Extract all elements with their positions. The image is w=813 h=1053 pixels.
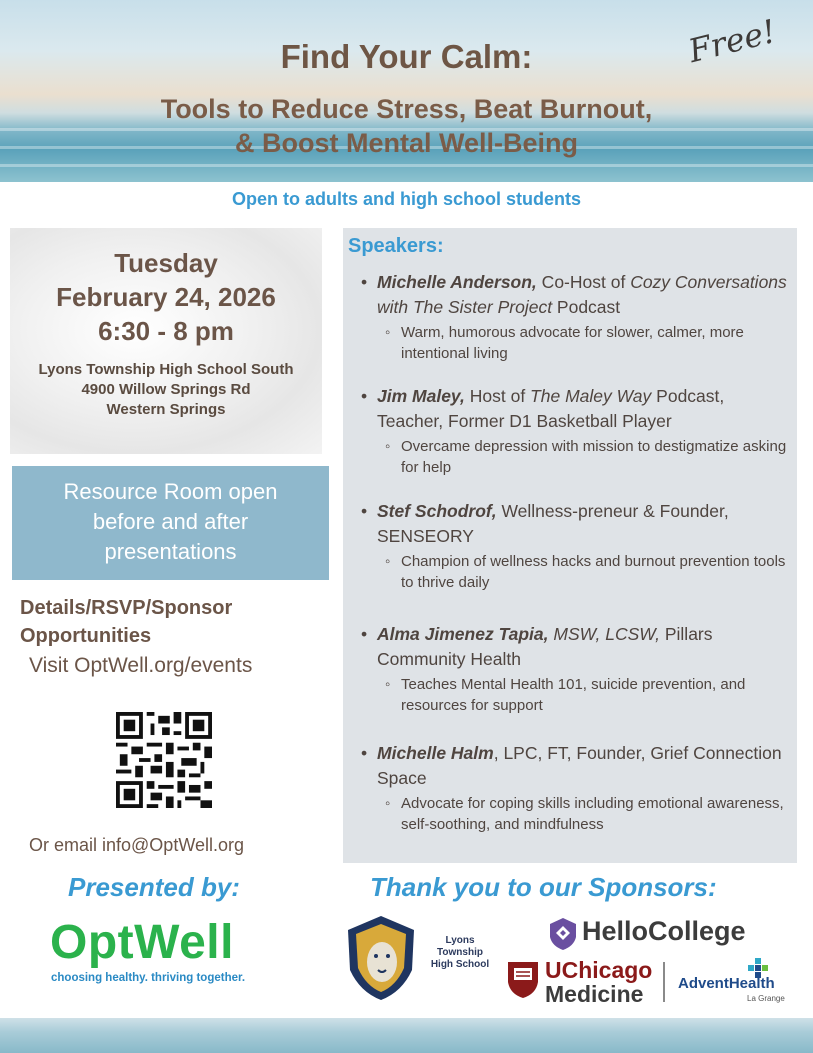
lion-mascot-icon	[340, 912, 422, 1004]
speaker-description: ◦ Warm, humorous advocate for slower, calmer, more intentional living	[361, 322, 791, 364]
speaker-title	[361, 499, 791, 549]
speaker-role: Host of	[464, 386, 531, 406]
presented-by-label: Presented by:	[68, 872, 240, 902]
optwell-tagline: choosing healthy. thriving together.	[51, 972, 246, 984]
speaker-name: Alma Jimenez Tapia,	[377, 624, 549, 644]
speaker-role: Co-Host of	[536, 272, 631, 292]
speaker-role: Wellness-preneur & Founder, SENSEORY	[377, 501, 729, 546]
speaker-name: Jim Maley,	[377, 386, 465, 406]
speaker-description: ◦ Overcame depression with mission to destigmatize asking for help	[361, 436, 791, 478]
resource-room-box	[12, 466, 329, 580]
lths-line-3: High School	[430, 959, 490, 970]
speaker-name: Stef Schodrof,	[377, 501, 497, 521]
optwell-logo: OptWell	[50, 916, 234, 969]
speaker-name: Michelle Anderson,	[377, 272, 537, 292]
speaker-item	[361, 270, 791, 364]
speaker-item	[361, 622, 791, 716]
event-venue	[10, 360, 322, 420]
lths-logo-text	[425, 935, 495, 971]
speaker-role-italic: MSW, LCSW,	[553, 624, 660, 644]
speaker-item	[361, 499, 791, 593]
visit-link[interactable]: Visit OptWell.org/events	[29, 654, 253, 677]
speaker-title	[361, 741, 791, 791]
header-banner	[0, 0, 813, 182]
event-time: 6:30 - 8 pm	[98, 316, 234, 346]
speaker-title	[361, 622, 791, 672]
audience-note: Open to adults and high school students	[231, 189, 581, 209]
footer-banner	[0, 1018, 813, 1053]
resource-line-3: presentations	[104, 539, 237, 564]
venue-line-2: 4900 Willow Springs Rd	[81, 381, 251, 398]
speaker-title	[361, 270, 791, 320]
page-title: Find Your Calm:	[280, 38, 533, 75]
uchicago-line-1: UChicago	[545, 957, 653, 983]
uchicago-crest-icon	[506, 960, 540, 1000]
venue-line-3: Western Springs	[106, 401, 226, 418]
speaker-role: , LPC, FT, Founder, Grief Connection Space	[377, 743, 782, 788]
details-heading-line-2: Opportunities	[20, 625, 152, 647]
contact-email[interactable]: Or email info@OptWell.org	[29, 835, 245, 855]
uchicago-medicine-logo	[545, 958, 652, 1006]
resource-line-2: before and after	[92, 509, 249, 534]
resource-line-1: Resource Room open	[63, 479, 278, 504]
speaker-role-italic: The Maley Way	[530, 386, 652, 406]
hellocollege-shield-icon	[548, 917, 578, 951]
speaker-description: ◦ Champion of wellness hacks and burnout prevention tools to thrive daily	[361, 551, 791, 593]
subtitle-line-2: & Boost Mental Well-Being	[234, 128, 578, 158]
adventhealth-location: La Grange	[747, 994, 785, 1003]
page-subtitle	[0, 92, 813, 160]
qr-code-icon[interactable]	[116, 712, 212, 808]
speaker-role-end: Podcast, Teacher, Former D1 Basketball Player	[377, 386, 725, 431]
subtitle-line-1: Tools to Reduce Stress, Beat Burnout,	[160, 94, 653, 124]
speaker-role-end: Podcast	[552, 297, 621, 317]
speaker-item	[361, 741, 791, 835]
hellocollege-logo: HelloCollege	[582, 916, 746, 946]
speakers-heading: Speakers:	[348, 235, 444, 257]
event-date: February 24, 2026	[56, 282, 276, 312]
speaker-name: Michelle Halm	[377, 743, 494, 763]
details-heading	[20, 594, 320, 650]
sponsors-label: Thank you to our Sponsors:	[370, 872, 717, 902]
speaker-role-italic: Cozy Conversations with The Sister Project	[377, 272, 787, 317]
speaker-description: ◦ Teaches Mental Health 101, suicide prevention, and resources for support	[361, 674, 791, 716]
lths-line-1: Lyons	[445, 935, 475, 946]
free-badge: Free!	[684, 11, 780, 71]
speaker-title	[361, 384, 791, 434]
speakers-panel	[343, 228, 797, 863]
lths-line-2: Township	[437, 947, 483, 958]
speaker-role-end: Pillars Community Health	[377, 624, 713, 669]
venue-line-1: Lyons Township High School South	[38, 361, 294, 378]
speaker-description: ◦ Advocate for coping skills including emotional awareness, self-soothing, and mindfulness	[361, 793, 791, 835]
event-day: Tuesday	[114, 248, 218, 278]
adventhealth-logo: AdventHealth	[678, 975, 775, 992]
sponsor-divider	[663, 962, 665, 1002]
event-details-box	[10, 228, 322, 454]
uchicago-line-2: Medicine	[545, 981, 644, 1007]
speaker-item	[361, 384, 791, 478]
details-heading-line-1: Details/RSVP/Sponsor	[20, 597, 233, 619]
